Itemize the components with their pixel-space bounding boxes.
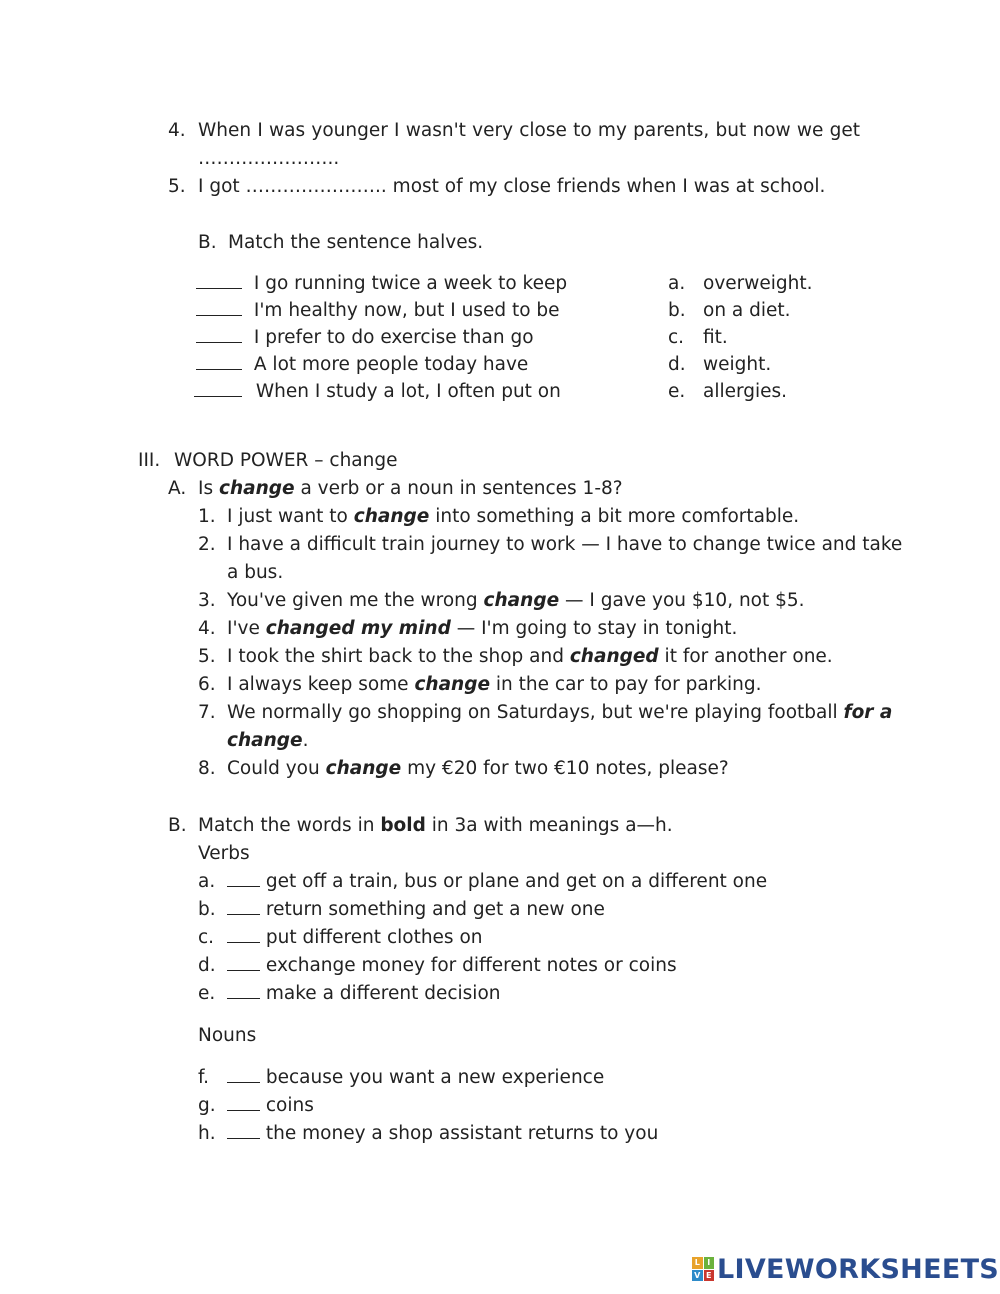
sentence: I've changed my mind — I'm going to stay in tonight. xyxy=(227,618,738,639)
option-text: overweight. xyxy=(703,273,813,294)
section-letter: B. xyxy=(198,232,217,253)
meaning-letter: f. xyxy=(198,1067,210,1088)
answer-blank[interactable] xyxy=(227,1068,260,1083)
answer-blank[interactable] xyxy=(196,355,242,370)
answer-blank[interactable] xyxy=(227,872,260,887)
meaning-letter: h. xyxy=(198,1123,216,1144)
match-row xyxy=(196,300,560,321)
item-blank: ………………….. xyxy=(198,148,340,169)
sentence: I always keep some change in the car to pay for parking. xyxy=(227,674,762,695)
match-text: When I study a lot, I often put on xyxy=(255,381,561,402)
liveworksheets-icon: L I V E xyxy=(692,1257,714,1281)
option-text: on a diet. xyxy=(703,300,791,321)
part-letter: B. xyxy=(168,815,187,836)
item-number: 4. xyxy=(168,120,186,141)
meaning-letter: a. xyxy=(198,871,216,892)
meaning-row: put different clothes on xyxy=(227,927,483,948)
meaning-letter: c. xyxy=(198,927,215,948)
match-row xyxy=(196,327,534,348)
answer-blank[interactable] xyxy=(196,301,242,316)
sentence: I took the shirt back to the shop and changed it for another one. xyxy=(227,646,833,667)
item-text: I got ………………….. most of my close friends when I was at school. xyxy=(198,176,826,197)
sentence-number: 1. xyxy=(198,506,216,527)
meaning-row: because you want a new experience xyxy=(227,1067,604,1088)
option-text: weight. xyxy=(703,354,772,375)
sentence: You've given me the wrong change — I gave you $10, not $5. xyxy=(227,590,805,611)
sentence-continuation: a bus. xyxy=(227,562,284,583)
meaning-letter: e. xyxy=(198,983,216,1004)
sentence-number: 8. xyxy=(198,758,216,779)
match-text: A lot more people today have xyxy=(253,354,529,375)
option-text: allergies. xyxy=(703,381,788,402)
option-letter: c. xyxy=(668,327,685,348)
logo-text: LIVEWORKSHEETS xyxy=(717,1253,1000,1285)
sentence-number: 3. xyxy=(198,590,216,611)
verbs-label: Verbs xyxy=(198,843,250,864)
part-letter: A. xyxy=(168,478,187,499)
match-text: I'm healthy now, but I used to be xyxy=(253,300,560,321)
option-letter: d. xyxy=(668,354,686,375)
meaning-letter: d. xyxy=(198,955,216,976)
sentence: We normally go shopping on Saturdays, but we're playing football for a xyxy=(227,702,893,723)
section-title: WORD POWER – change xyxy=(174,450,398,471)
answer-blank[interactable] xyxy=(196,328,242,343)
match-text: I prefer to do exercise than go xyxy=(253,327,534,348)
item-number: 5. xyxy=(168,176,186,197)
option-text: fit. xyxy=(703,327,728,348)
meaning-row: exchange money for different notes or coins xyxy=(227,955,677,976)
sentence: I just want to change into something a bit more comfortable. xyxy=(227,506,800,527)
part-question: Match the words in bold in 3a with meanings a—h. xyxy=(198,815,673,836)
nouns-label: Nouns xyxy=(198,1025,257,1046)
answer-blank[interactable] xyxy=(227,928,260,943)
sentence: Could you change my €20 for two €10 notes, please? xyxy=(227,758,729,779)
match-row xyxy=(196,354,528,375)
sentence-number: 6. xyxy=(198,674,216,695)
meaning-letter: g. xyxy=(198,1095,216,1116)
meaning-row: make a different decision xyxy=(227,983,501,1004)
meaning-row: get off a train, bus or plane and get on a different one xyxy=(227,871,767,892)
sentence-continuation: change. xyxy=(227,730,309,751)
sentence-number: 2. xyxy=(198,534,216,555)
sentence-number: 4. xyxy=(198,618,216,639)
meaning-row: coins xyxy=(227,1095,314,1116)
answer-blank[interactable] xyxy=(227,956,260,971)
part-question: Is change a verb or a noun in sentences 1-8? xyxy=(198,478,623,499)
answer-blank[interactable] xyxy=(194,382,242,397)
meaning-row: return something and get a new one xyxy=(227,899,605,920)
sentence-number: 5. xyxy=(198,646,216,667)
section-numeral: III. xyxy=(138,450,161,471)
option-letter: e. xyxy=(668,381,686,402)
answer-blank[interactable] xyxy=(227,900,260,915)
meaning-row: the money a shop assistant returns to you xyxy=(227,1123,658,1144)
sentence-number: 7. xyxy=(198,702,216,723)
answer-blank[interactable] xyxy=(227,984,260,999)
section-title: Match the sentence halves. xyxy=(228,232,484,253)
option-letter: a. xyxy=(668,273,686,294)
match-row xyxy=(194,381,561,402)
match-text: I go running twice a week to keep xyxy=(253,273,568,294)
item-text: When I was younger I wasn't very close to my parents, but now we get xyxy=(198,120,860,141)
match-row xyxy=(196,273,567,294)
answer-blank[interactable] xyxy=(196,274,242,289)
liveworksheets-logo xyxy=(692,1254,999,1284)
sentence: I have a difficult train journey to work — I have to change twice and take xyxy=(227,534,903,555)
answer-blank[interactable] xyxy=(227,1096,260,1111)
meaning-letter: b. xyxy=(198,899,216,920)
answer-blank[interactable] xyxy=(227,1124,260,1139)
option-letter: b. xyxy=(668,300,686,321)
